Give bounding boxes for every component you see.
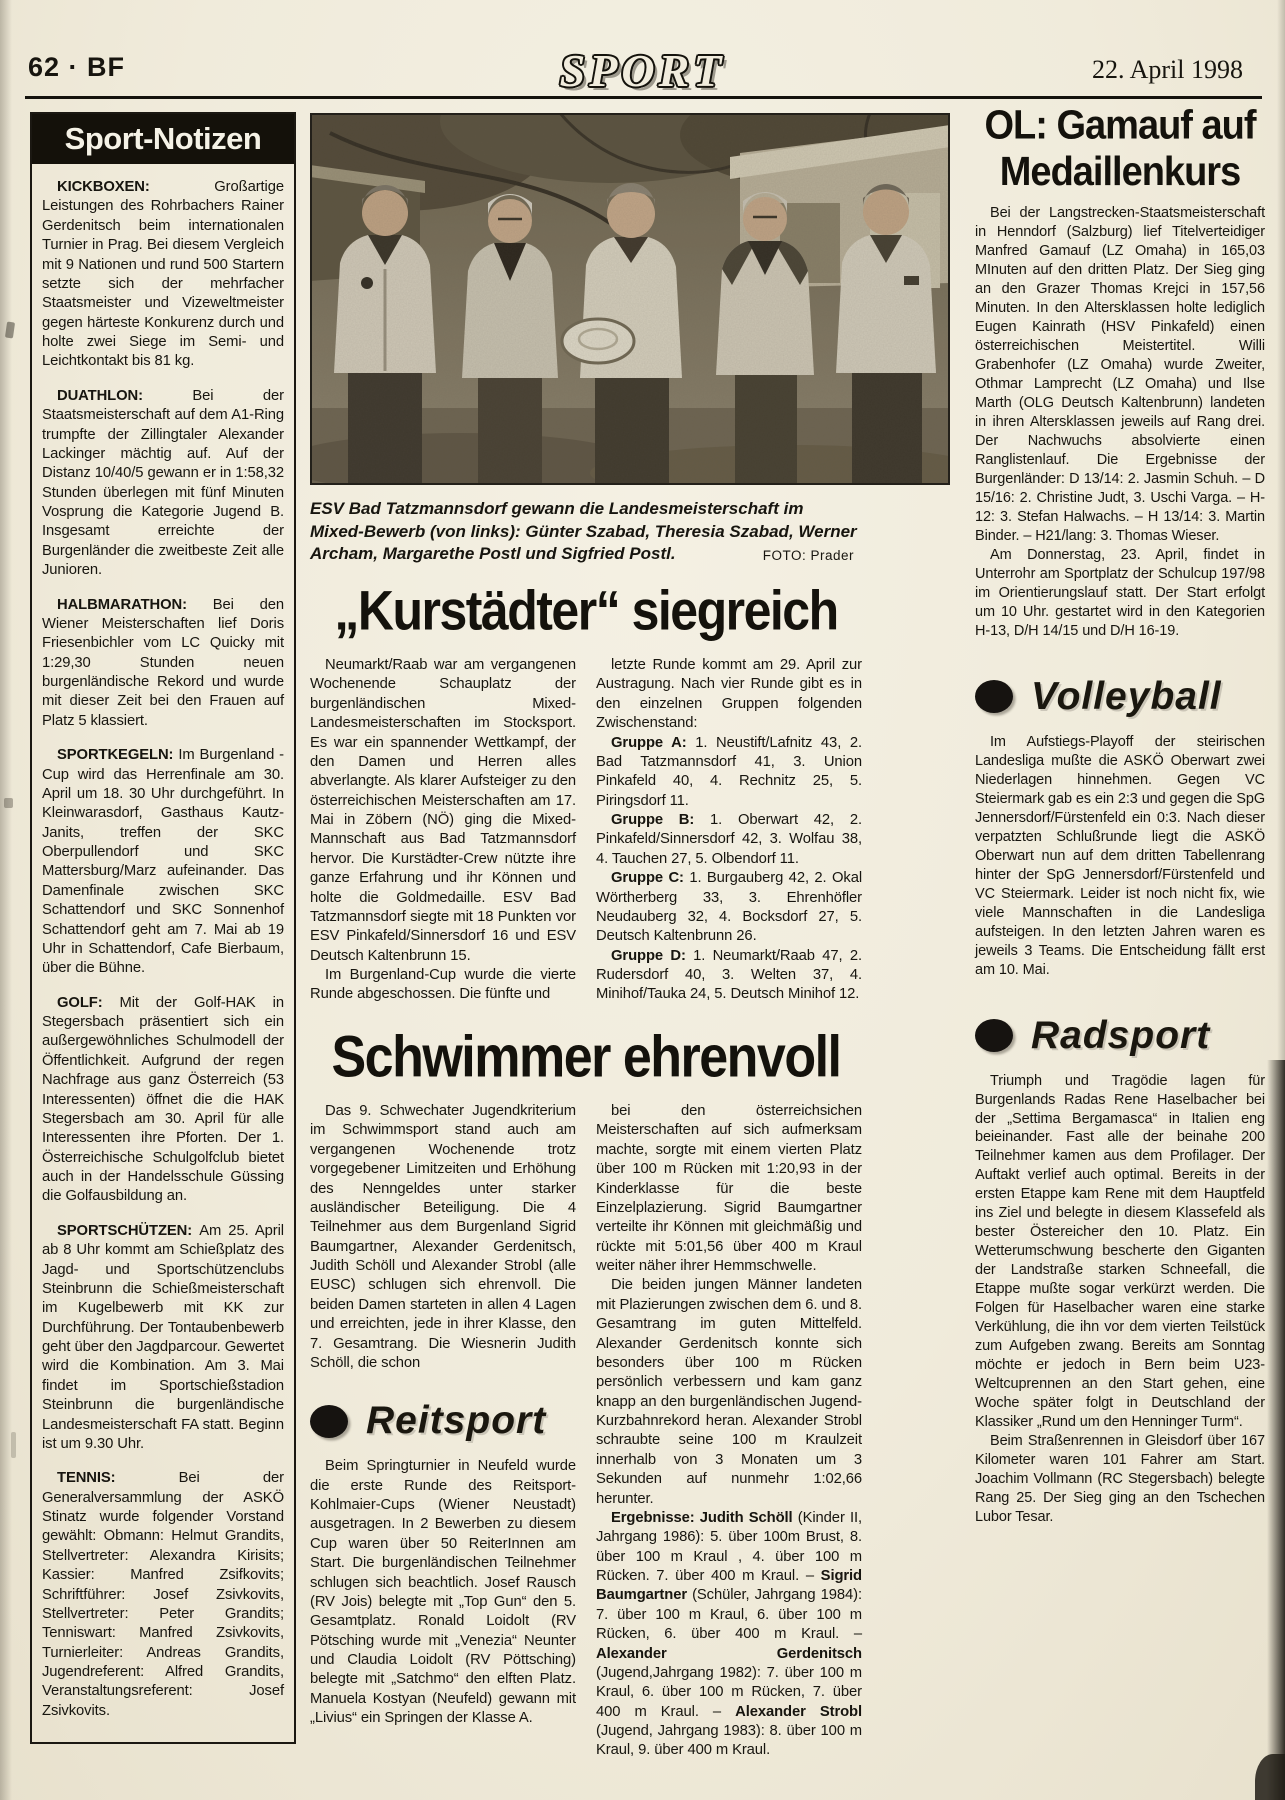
paragraph: Gruppe B: 1. Oberwart 42, 2. Pinkafeld/Sinnersdorf 42, 3. Wolfau 38, 4. Tauchen 27, 5. Olbendorf 11. <box>596 812 862 867</box>
section-title-volleyball: Volleyball <box>1031 674 1222 718</box>
section-header-reitsport <box>310 1399 576 1443</box>
paragraph: KICKBOXEN: Großartige Leistungen des Rohrbachers Rainer Gerdenitsch beim internationalen Turnier in Prag. Bei diesem Vergleich mit 9 Nationen und rund 500 Startern setzte sich der mehrfacher Staatsmeister und Vizeweltmeister gegen härteste Konkurenz durch und holte zwei Siege im Semi- und Leichtkontakt bis 81 kg. <box>42 179 284 370</box>
article-ol-text <box>975 204 1265 641</box>
paragraph: GOLF: Mit der Golf-HAK in Stegersbach präsentiert sich ein außergewöhnliches Schulmodell der Öffentlichkeit. Aufgrund der regen Nachfrage aus ganz Österreich (53 Interessenten) öffnet die die HAK Stegersbach am 30. April für alle Interessenten ihre Pforten. Der 1. Österreichische Schulgolfclub bietet auch in der Handelsschule Güssing die Golfausbildung an. <box>42 994 284 1205</box>
sport-notizen-box <box>30 112 296 1744</box>
paragraph: Neumarkt/Raab war am vergangenen Wochenende Schauplatz der burgenländischen Mixed-Landesmeisterschaften im Stocksport. Es war ein spannender Wettkampf, der den Damen und Herren alles abverlangte. Als klarer Aufsteiger zu den österreichischen Meisterschaften am 17. Mai in Zöbern (NÖ) ging die Mixed-Mannschaft aus Bad Tatzmannsdorf hervor. Die Kurstädter-Crew nützte ihre ganze Erfahrung und ihr Können und holte die Goldmedaille. ESV Bad Tatzmannsdorf siegte mit 18 Punkten vor ESV Pinkafeld/Sinnersdorf 16 und ESV Deutsch Kaltenbrunn 15. <box>310 657 576 964</box>
paragraph: Im Aufstiegs-Playoff der steirischen Landesliga mußte die ASKÖ Oberwart zwei Niederlagen hinnehmen. Gegen VC Steiermark gab es ein 2:3 und gegen die SpG Jennersdorf/Fürstenfeld ein 0:3. Nach dieser verpatzten Schlußrunde liegt die ASKÖ Oberwart nun auf dem dritten Tabellenrang hinter der SpG Jennersdorf/Fürstenfeld und VC Steiermark. Leider ist noch nicht fix, wie viele Mannschaften in die Landesliga aufsteigen. In den letzten Jahren waren es jeweils 3 Teams. Die Entscheidung fällt erst am 10. Mai. <box>975 733 1265 978</box>
section-bullet-icon <box>975 1019 1013 1052</box>
team-photo-illustration <box>310 113 950 485</box>
team-photo <box>310 113 950 485</box>
article-schwimmer-col2 <box>596 1102 862 1761</box>
paragraph: SPORTKEGELN: Im Burgenland - Cup wird das Herrenfinale am 30. April um 18. 30 Uhr durchgeführt. In Kleinwarasdorf, Gasthaus Kautz-Janits, treffen der SKC Oberpullendorf und SKC Mattersburg/Marz aufeinander. Das Damenfinale zwischen SKC Schattendorf und SKC Sonnenhof Schattendorf geht am 7. Mai ab 19 Uhr in Schattendorf, Cafe Bierbaum, über die Bühne. <box>42 747 285 977</box>
paragraph: Triumph und Tragödie lagen für Burgenlands Radas Rene Haselbacher bei der „Settima Bergamasca“ in Italien eng beieinander. Fast alle der beinahe 200 Teilnehmer kamen aus dem Profilager. Der Auftakt verlief auch optimal. Bereits in der ersten Etappe kam Rene mit dem Hauptfeld ins Ziel und belegte in diesem Klassefeld als bester Östereicher den 10. Platz. Ein Wetterumschwung bescherte den Giganten der Landstraße starken Schneefall, die Etappe mußte sogar verkürzt werden. Die Folgen für Haselbacher waren eine starke Verkühlung, die ihn vor dem vierten Teilstück zum Aufgeben zwang. Bereits am Sonntag möchte er jedoch in Bern beim U23-Weltcuprennen an den Start gehen, eine Woche später folgt in Deutschland der Klassiker „Rund um den Henninger Turm“. <box>975 1072 1265 1431</box>
scan-corner-mark <box>1255 1754 1285 1800</box>
section-bullet-icon <box>310 1405 348 1438</box>
scan-smudge <box>11 1432 16 1458</box>
article-schwimmer <box>310 1024 862 1761</box>
article-kurstaedter-columns <box>310 656 862 1005</box>
section-header-radsport <box>975 1014 1265 1058</box>
scan-edge-right-top <box>1277 0 1285 1060</box>
header-rule <box>25 96 1262 99</box>
paragraph: DUATHLON: Bei der Staatsmeisterschaft auf dem A1-Ring trumpfte der Zillingtaler Alexander Lackinger mächtig auf. Auf der Distanz 10/40/5 gewann er in 1:58,32 Stunden überlegen mit fünf Minuten Vosprung die Kategorie Jugend B. Insgesamt erreichte der Burgenländer die zweitbeste Zeit alle Junioren. <box>42 387 284 579</box>
page-number-label: 62 · BF <box>28 52 126 82</box>
section-logo: SPORT <box>559 45 726 96</box>
paragraph: TENNIS: Bei der Generalversammlung der ASKÖ Stinatz wurde folgender Vorstand gewählt: Obmann: Helmut Grandits, Stellvertreter: Alexandra Kirisits; Kassier: Manfred Zsifkovits; Schriftführer: Josef Zsivkovits, Stellvertreter: Peter Grandits; Tenniswart: Manfred Zsivkovits, Turnierleiter: Andreas Grandits, Jugendreferent: Alfred Grandits, Veranstaltungsreferent: Josef Zsivkovits. <box>42 1470 284 1719</box>
paragraph: Beim Springturnier in Neufeld wurde die erste Runde des Reitsport-Kohlmaier-Cups (Wiener Neustadt) ausgetragen. In 2 Bewerben zu diesem Cup waren über 50 ReiterInnen am Start. Die burgenländischen Teilnehmer schlugen sich beachtlich. Josef Rausch (RV Jois) belegte mit „Top Gun“ den 5. Gesamtplatz. Ronald Loidolt (RV Pötsching wurde mit „Venezia“ Neunter und Claudia Loidolt (RV Pöttsching) belegte mit „Satchmo“ den elften Platz. Manuela Kostyan (Neufeld) gewann mit „Livius“ ein Springen der Klasse A. <box>310 1458 576 1727</box>
section-bullet-icon <box>975 680 1013 713</box>
paragraph: letzte Runde kommt am 29. April zur Austragung. Nach vier Runde gibt es in den einzelnen Gruppen folgenden Zwischenstand: <box>596 657 862 732</box>
photo-caption <box>310 498 858 566</box>
section-title-radsport: Radsport <box>1031 1013 1211 1057</box>
scan-smudge <box>5 322 15 339</box>
paragraph: Bei der Langstrecken-Staatsmeisterschaft in Henndorf (Salzburg) lief Titelverteidiger Manfred Gamauf (LZ Omaha) in 165,03 MInuten auf den dritten Platz. Der Sieg ging an den Grazer Thomas Krejci in 157,56 Minuten. In den Altersklassen holte lediglich Eugen Kainrath (HSV Pinkafeld) einen österreichischen Meistertitel. Willi Grabenhofer (LZ Omaha) wurde Zweiter, Othmar Lamprecht (LZ Omaha) und Ilse Marth (OLG Deutsch Kaltenbrunn) landeten in ihren Altersklassen jeweils auf Rang drei. Der Nachwuchs absolvierte einen Ranglistenlauf. Die Ergebnisse der Burgenländer: D 13/14: 2. Jasmin Schuh. – D 15/16: 2. Christine Judt, 3. Uschi Varga. – H-12: 3. Stefan Halwachs. – H 13/14: 3. Martin Binder. – H21/lang: 3. Thomas Wieser. <box>975 205 1265 544</box>
section-title-reitsport: Reitsport <box>366 1399 547 1443</box>
article-kurstaedter-col2 <box>596 656 862 1005</box>
article-volleyball-text <box>975 733 1265 980</box>
paragraph: Ergebnisse: Judith Schöll (Kinder II, Jahrgang 1986): 5. über 100m Brust, 8. über 100 m Kraul , 4. über 100 m Rücken. 7. über 400 m Kraul. – Sigrid Baumgartner (Schüler, Jahrgang 1984): 7. über 100 m Kraul, 6. über 100 m Rücken, 6. über 400 m Kraul. – Alexander Gerdenitsch (Jugend,Jahrgang 1982): 7. über 100 m Kraul, 6. über 100 m Rücken, 7. über 400 m Kraul. – Alexander Strobl (Jugend, Jahrgang 1983): 8. über 100 m Kraul, 9. über 400 m Kraul. <box>596 1509 862 1759</box>
article-schwimmer-headline: Schwimmer ehrenvoll <box>331 1025 841 1091</box>
paragraph: Die beiden jungen Männer landeten mit Plazierungen zwischen dem 6. und 8. Gesamtrang im guten Mittelfeld. Alexander Gerdenitsch konnte sich besonders über 100 m Rücken persönlich verbessern und kam ganz knapp an den burgenländischen Jugend-Kurzbahnrekord heran. Alexander Strobl schraubte seine 100 m Kraulzeit innerhalb von 3 Monaten um 3 Sekunden auf nunmehr 1:02,66 herunter. <box>596 1277 862 1507</box>
article-ol-headline-line1: OL: Gamauf auf <box>984 103 1256 149</box>
paragraph: Das 9. Schwechater Jugendkriterium im Schwimmsport stand auch am vergangenen Wochenende trotz vorgegebener Limitzeiten und Erhöhung des Nenngeldes unter starker ausländischer Beteiligung. Die 4 Teilnehmer aus dem Burgenland Sigrid Baumgartner, Alexander Gerdenitsch, Judith Schöll und Alexander Strobl (alle EUSC) schlugen sich ehrenvoll. Die beiden Damen starteten in allen 4 Lagen und erreichten, jede in ihrer Klasse, den 7. Gesamtrang. Die Wiesnerin Judith Schöll, die schon <box>310 1103 576 1371</box>
article-kurstaedter-headline: „Kurstädter“ siegreich <box>334 579 838 642</box>
article-radsport-text <box>975 1072 1265 1528</box>
sport-notizen-title: Sport-Notizen <box>32 114 294 164</box>
article-ol-headline-line2: Medaillenkurs <box>999 148 1241 195</box>
paragraph: Gruppe C: 1. Burgauberg 42, 2. Okal Wörtherberg 33, 3. Ehrenhöfler Neudauberg 32, 4. Bocksdorf 27, 5. Deutsch Kaltenbrunn 26. <box>596 870 863 945</box>
scan-edge-right-bottom <box>1267 1060 1285 1800</box>
paragraph: Beim Straßenrennen in Gleisdorf über 167 Kilometer waren 101 Fahrer am Start. Joachim Vollmann (RC Stegersbach) belegte Rang 25. Der Sieg ging an den Tschechen Lubor Tesar. <box>975 1433 1265 1526</box>
article-kurstaedter-col1 <box>310 656 576 1005</box>
paragraph: Am Donnerstag, 23. April, findet in Unterrohr am Sportplatz der Schulcup 197/98 im Orientierungslauf statt. Der Start erfolgt um 10 Uhr. gestartet wird in den Kategorien H-13, D/H 14/15 und D/H 16-19. <box>975 546 1265 639</box>
article-reitsport-text <box>310 1457 576 1728</box>
paragraph: HALBMARATHON: Bei den Wiener Meisterschaften lief Doris Friesenbichler vom LC Quicky mit 1:29,30 Stunden neuen burgenländische Rekord und wurde mit dieser Zeit bei den Frauen auf Platz 5 klassiert. <box>42 596 284 729</box>
paragraph: SPORTSCHÜTZEN: Am 25. April ab 8 Uhr kommt am Schießplatz des Jagd- und Sportschützenclubs Steinbrunn die Schießmeisterschaft im Kugelbewerb mit KK zur Durchführung. Der Tontaubenbewerb geht über den Jagdparcour. Gewertet wird die Kombination. Am 3. Mai findet im Sportschießstadion Steinbrunn die burgenländische Landesmeisterschaft FA statt. Beginn ist um 9.30 Uhr. <box>42 1222 284 1452</box>
article-ol-headline <box>975 103 1265 195</box>
sport-notizen-items <box>32 164 294 1721</box>
article-schwimmer-col1-text <box>310 1102 576 1373</box>
paragraph: Gruppe D: 1. Neumarkt/Raab 47, 2. Rudersdorf 40, 3. Welten 37, 4. Minihof/Tauka 24, 5. Deutsch Minihof 12. <box>596 947 862 1003</box>
right-column <box>975 103 1265 1527</box>
section-header-volleyball <box>975 675 1265 719</box>
page-date: 22. April 1998 <box>1092 55 1243 84</box>
photo-credit: FOTO: Prader <box>762 547 854 563</box>
scan-edge-left <box>0 0 12 1800</box>
article-schwimmer-columns <box>310 1102 862 1761</box>
article-kurstaedter <box>310 578 862 1005</box>
paragraph: bei den österreichsichen Meisterschaften auf sich aufmerksam machte, sorgte mit einem vierten Platz über 100 m Rücken mit 1:20,93 in der Kinderklasse für die beste Einzelplazierung. Sigrid Baumgartner verteilte ihr Können mit gleichmäßig und rückte mit 5:01,56 über 400 m Kraul weiter näher ihrer Hemmschwelle. <box>596 1103 862 1274</box>
paragraph: Gruppe A: 1. Neustift/Lafnitz 43, 2. Bad Tatzmannsdorf 41, 3. Union Pinkafeld 40, 4. Rechnitz 25, 5. Piringsdorf 11. <box>596 734 862 809</box>
photo-caption-text: ESV Bad Tatzmannsdorf gewann die Landesmeisterschaft im Mixed-Bewerb (von links): Günter Szabad, Theresia Szabad, Werner Archam, Margarethe Postl und Sigfried Postl. <box>310 499 857 564</box>
scan-smudge <box>4 798 13 808</box>
article-schwimmer-col1 <box>310 1102 576 1761</box>
paragraph: Im Burgenland-Cup wurde die vierte Runde abgeschossen. Die fünfte und <box>310 967 576 1003</box>
